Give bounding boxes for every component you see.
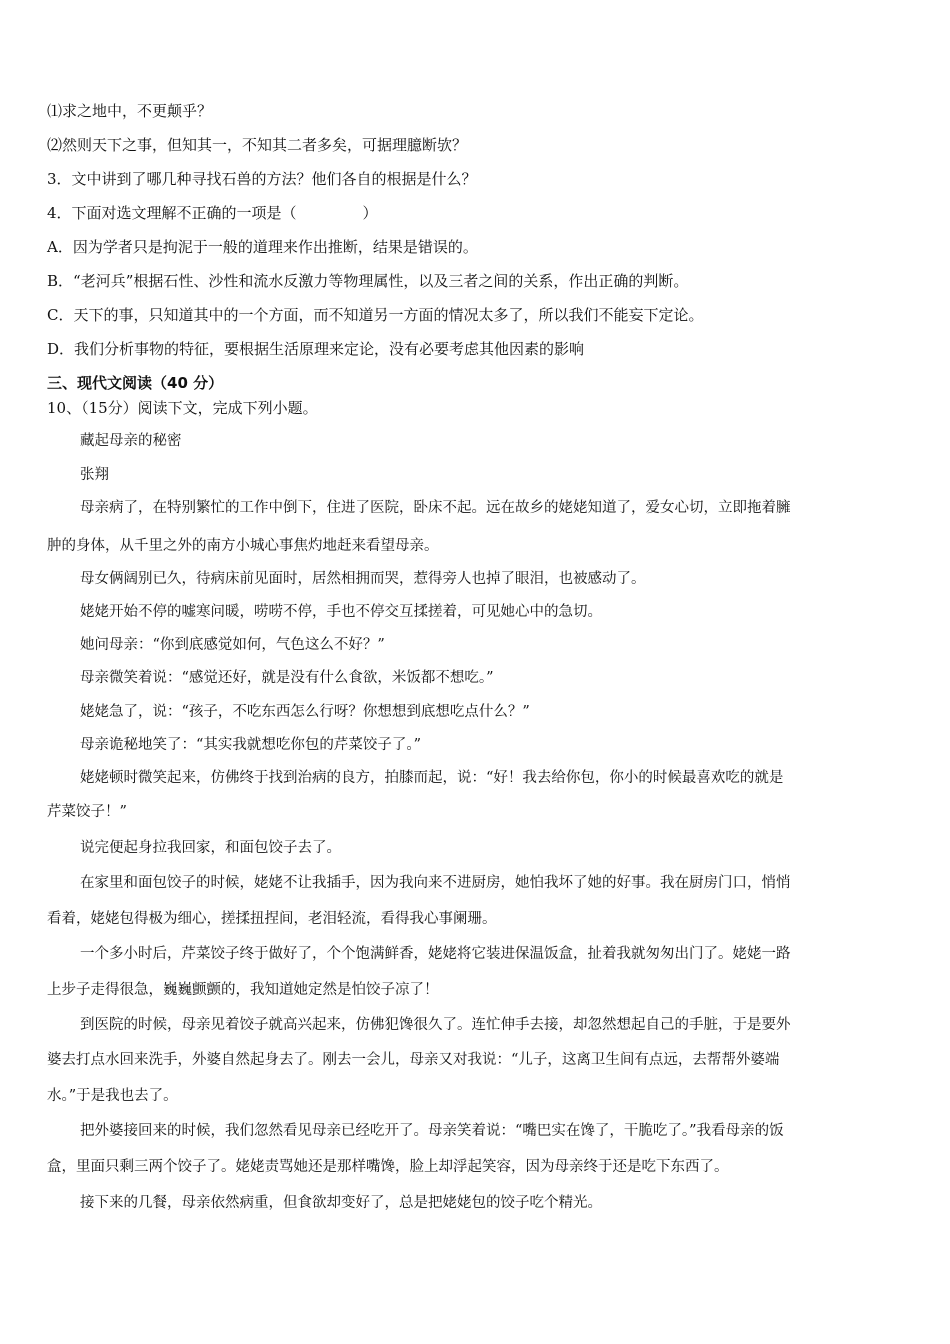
story-line: 姥姥急了，说：“孩子，不吃东西怎么行呀？你想想到底想吃点什么？” (80, 704, 530, 720)
question-2-part-2: ⑵然则天下之事，但知其一，不知其二者多矣，可据理臆断欤？ (47, 136, 468, 154)
option-a: A．因为学者只是拘泥于一般的道理来作出推断，结果是错误的。 (47, 238, 478, 256)
question-4-suffix: ） (362, 204, 378, 222)
story-line: 母女俩阔别已久，待病床前见面时，居然相拥而哭，惹得旁人也掉了眼泪，也被感动了。 (80, 571, 646, 587)
story-line: 母亲病了，在特别繁忙的工作中倒下，住进了医院，卧床不起。远在故乡的姥姥知道了，爱女心切，立即拖着臃 (80, 500, 791, 516)
story-line: 看着，姥姥包得极为细心，搓揉扭捏间，老泪轻流，看得我心事阑珊。 (47, 911, 497, 927)
story-line: 姥姥顿时微笑起来，仿佛终于找到治病的良方，拍膝而起，说：“好！我去给你包，你小的时候最喜欢吃的就是 (80, 770, 784, 786)
story-line: 母亲微笑着说：“感觉还好，就是没有什么食欲，米饭都不想吃。” (80, 670, 494, 686)
question-2-part-1: ⑴求之地中，不更颠乎？ (47, 102, 213, 120)
story-line: 水。”于是我也去了。 (47, 1088, 178, 1104)
story-line: 在家里和面包饺子的时候，姥姥不让我插手，因为我向来不进厨房，她怕我坏了她的好事。我在厨房门口，悄悄 (80, 875, 791, 891)
section-heading: 三、现代文阅读（40 分） (47, 374, 224, 392)
question-4-prefix: 4．下面对选文理解不正确的一项是（ (47, 204, 297, 222)
option-c: C．天下的事，只知道其中的一个方面，而不知道另一方面的情况太多了，所以我们不能妄下定论。 (47, 306, 704, 324)
question-3: 3．文中讲到了哪几种寻找石兽的方法？他们各自的根据是什么？ (47, 170, 477, 188)
story-line: 母亲诡秘地笑了：“其实我就想吃你包的芹菜饺子了。” (80, 737, 422, 753)
story-line: 把外婆接回来的时候，我们忽然看见母亲已经吃开了。母亲笑着说：“嘴巴实在馋了，干脆吃了。”我看母亲的饭 (80, 1123, 784, 1139)
story-author: 张翔 (80, 467, 109, 483)
story-line: 一个多小时后，芹菜饺子终于做好了，个个饱满鲜香，姥姥将它装进保温饭盒，扯着我就匆匆出门了。姥姥一路 (80, 946, 791, 962)
story-line: 肿的身体，从千里之外的南方小城心事焦灼地赶来看望母亲。 (47, 538, 439, 554)
story-line: 芹菜饺子！” (47, 804, 127, 820)
option-d: D．我们分析事物的特征，要根据生活原理来定论，没有必要考虑其他因素的影响 (47, 340, 585, 358)
question-4 (47, 202, 907, 224)
story-line: 盒，里面只剩三两个饺子了。姥姥责骂她还是那样嘴馋，脸上却浮起笑容，因为母亲终于还是吃下东西了。 (47, 1159, 729, 1175)
story-line: 姥姥开始不停的嘘寒问暖，唠唠不停，手也不停交互揉搓着，可见她心中的急切。 (80, 604, 602, 620)
question-10-intro: 10、（15分）阅读下文，完成下列小题。 (47, 399, 318, 417)
story-line: 到医院的时候，母亲见着饺子就高兴起来，仿佛犯馋很久了。连忙伸手去接，却忽然想起自己的手脏，于是要外 (80, 1017, 791, 1033)
story-line: 她问母亲：“你到底感觉如何，气色这么不好？” (80, 637, 385, 653)
story-line: 说完便起身拉我回家，和面包饺子去了。 (80, 840, 341, 856)
story-line: 婆去打点水回来洗手，外婆自然起身去了。刚去一会儿，母亲又对我说：“儿子，这离卫生间有点远，去帮帮外婆端 (47, 1052, 780, 1068)
story-line: 接下来的几餐，母亲依然病重，但食欲却变好了，总是把姥姥包的饺子吃个精光。 (80, 1195, 602, 1211)
story-line: 上步子走得很急，巍巍颤颤的，我知道她定然是怕饺子凉了！ (47, 982, 439, 998)
story-title: 藏起母亲的秘密 (80, 433, 182, 449)
option-b: B．“老河兵”根据石性、沙性和流水反激力等物理属性，以及三者之间的关系，作出正确的判断。 (47, 272, 689, 290)
